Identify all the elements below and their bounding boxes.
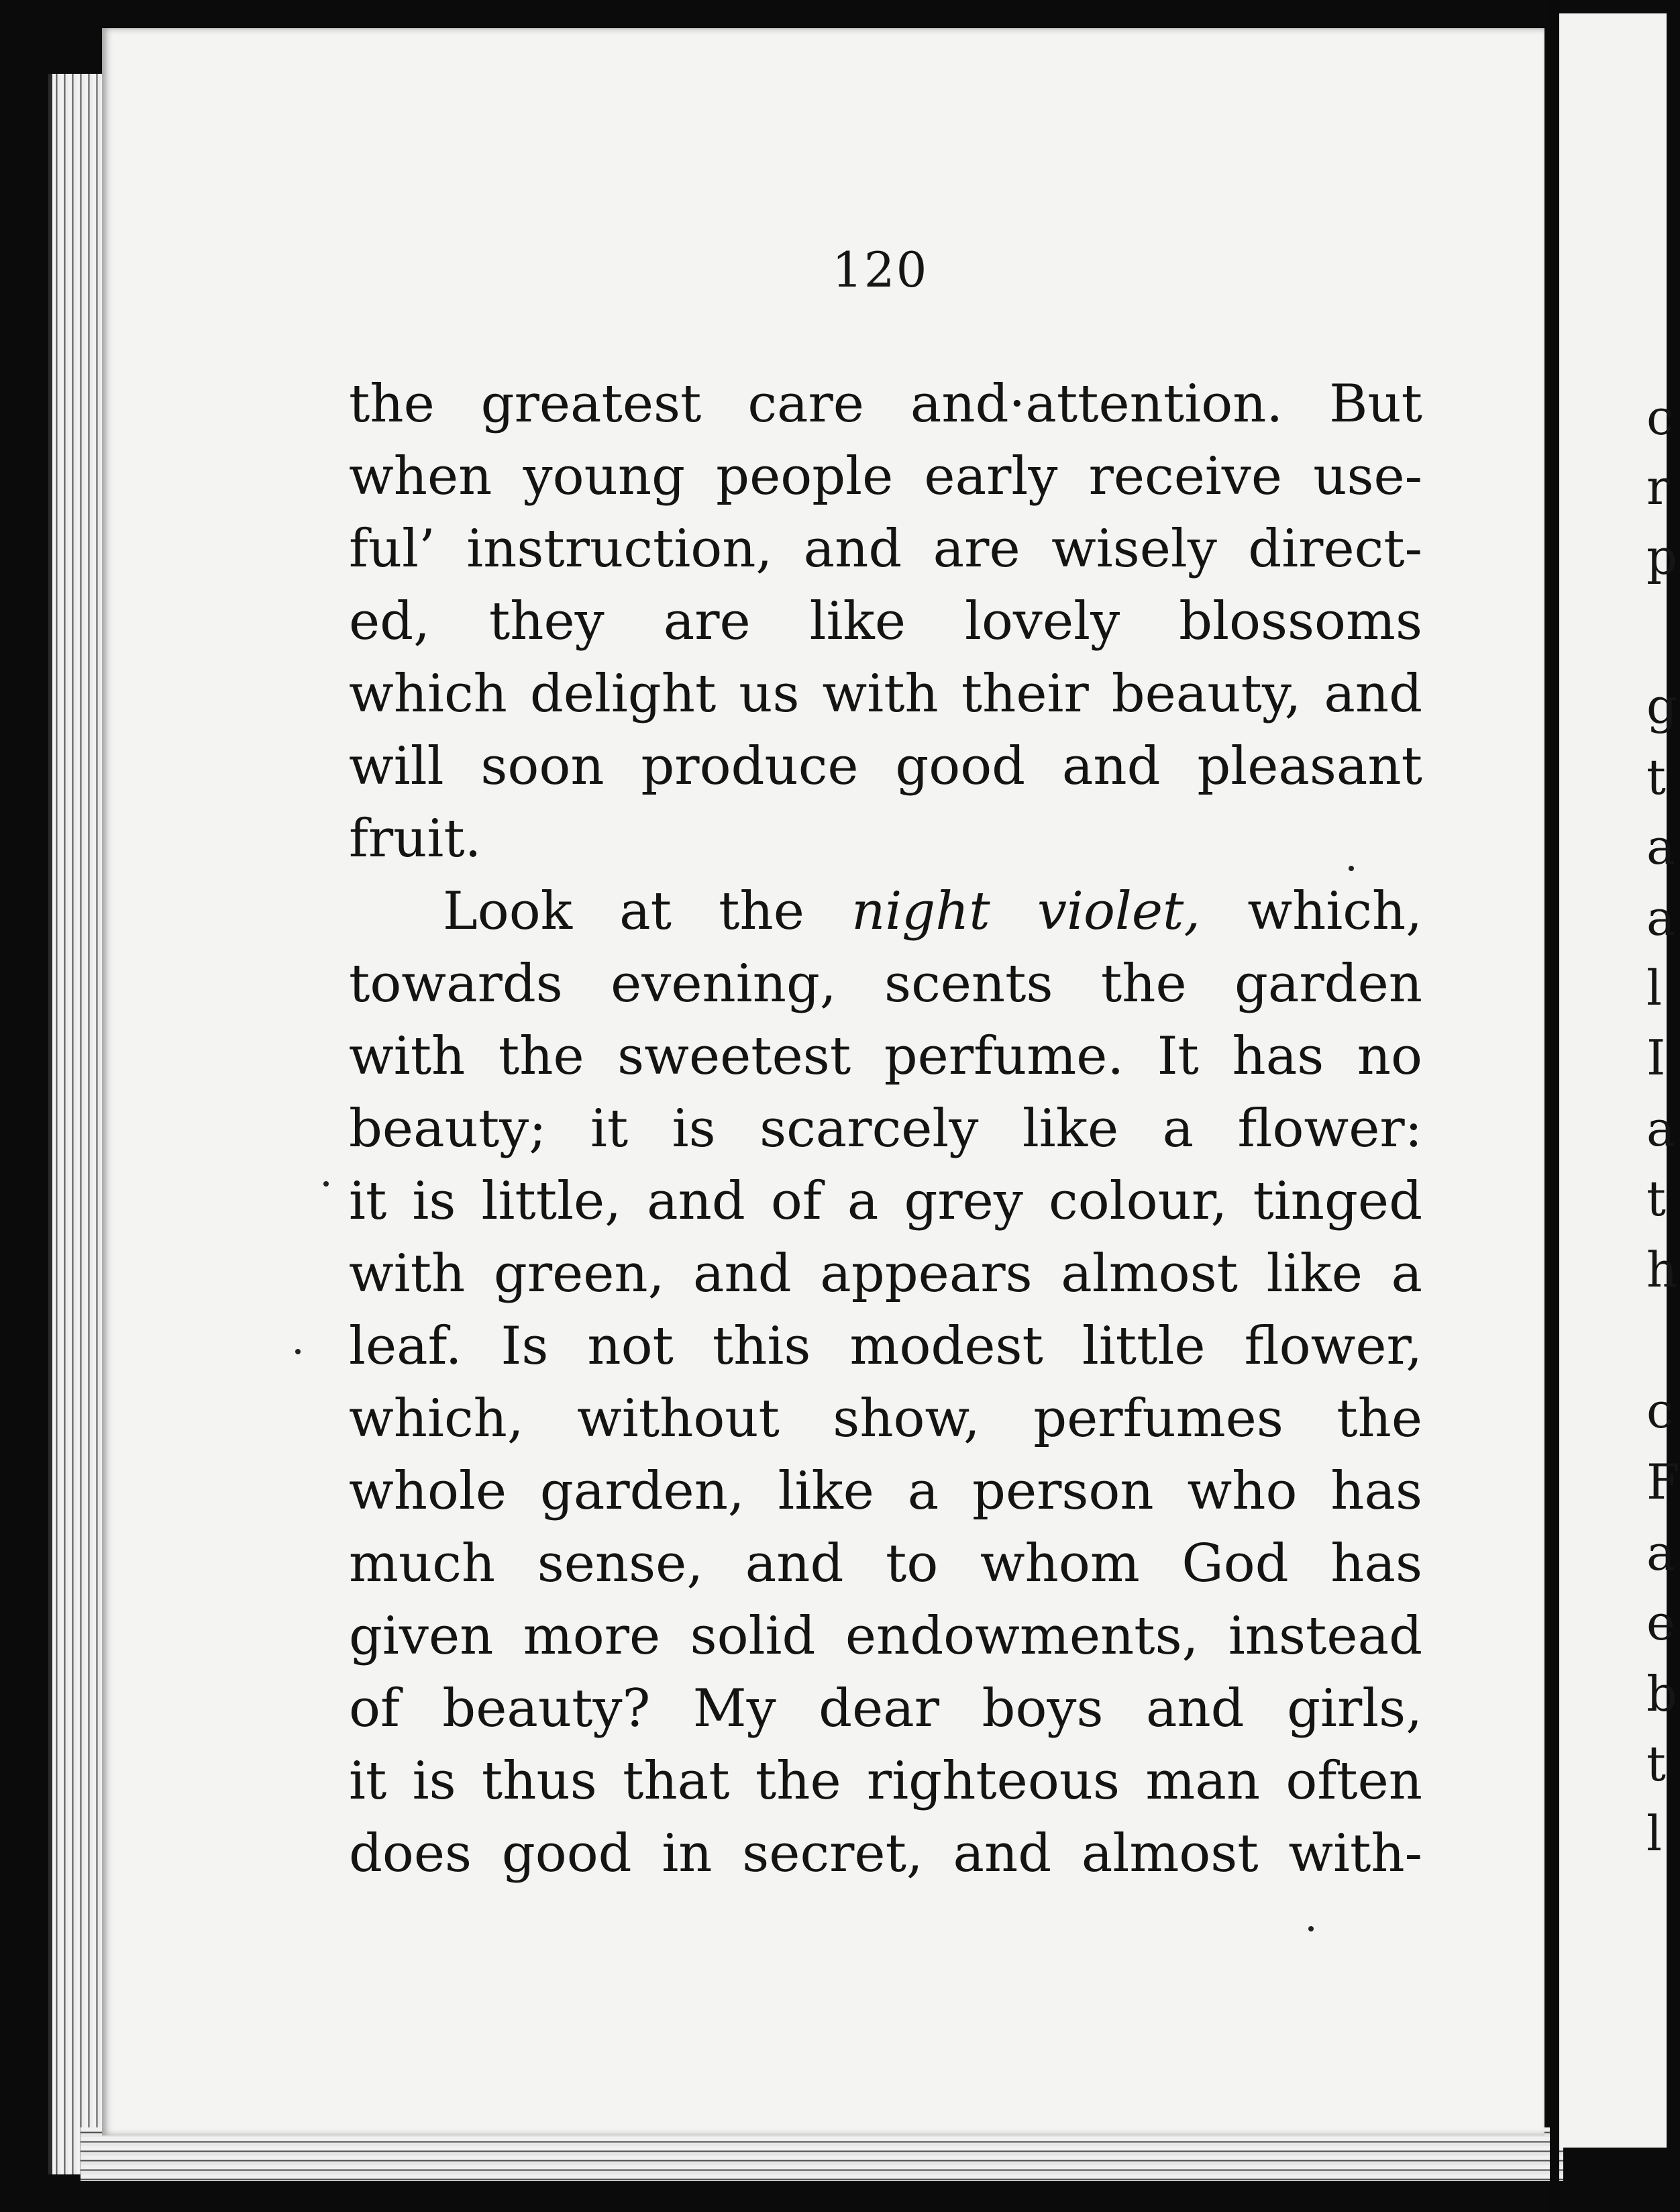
facing-fragment: l <box>1646 1805 1663 1862</box>
facing-fragment: c <box>1646 1382 1674 1439</box>
facing-fragment: e <box>1646 1595 1675 1651</box>
text-line: ed, they are like lovely blossoms <box>349 591 1422 652</box>
facing-fragment: t <box>1646 1736 1666 1792</box>
text-line <box>349 875 1422 948</box>
text-line: which, without show, perfumes the <box>349 1389 1422 1449</box>
text-line: which delight us with their beauty, and <box>349 664 1422 724</box>
text-span: Look at the <box>443 881 852 942</box>
facing-fragment: l <box>1646 960 1663 1016</box>
text-line: of beauty? My dear boys and girls, <box>349 1678 1422 1739</box>
text-line: whole garden, like a person who has <box>349 1461 1422 1521</box>
text-line: will soon produce good and pleasant <box>349 736 1422 797</box>
facing-fragment: r <box>1646 459 1670 515</box>
italic-phrase: night violet, <box>851 881 1201 942</box>
ink-speck <box>295 1349 301 1354</box>
text-line: leaf. Is not this modest little flower, <box>349 1316 1422 1376</box>
ink-speck <box>1349 866 1354 871</box>
facing-fragment: a <box>1646 819 1675 875</box>
text-line: given more solid endowments, instead <box>349 1606 1422 1666</box>
ink-speck <box>323 1181 329 1187</box>
text-line: much sense, and to whom God has <box>349 1534 1422 1594</box>
facing-fragment: a <box>1646 890 1675 946</box>
facing-fragment: I <box>1646 1029 1666 1086</box>
text-line: when young people early receive use- <box>349 446 1422 507</box>
page-number: 120 <box>832 242 929 298</box>
facing-fragment: t <box>1646 749 1666 805</box>
page-stack-bottom <box>81 2127 1563 2181</box>
text-line: it is thus that the righteous man often <box>349 1751 1422 1811</box>
page-text <box>349 368 1422 1890</box>
facing-fragment: c <box>1646 389 1674 446</box>
ink-speck <box>1308 1926 1314 1931</box>
text-line: towards evening, scents the garden <box>349 954 1422 1014</box>
facing-fragment: p <box>1646 529 1678 585</box>
text-line: beauty; it is scarcely like a flower: <box>349 1099 1422 1159</box>
page-gutter <box>1550 0 1559 2212</box>
text-line: it is little, and of a grey colour, tinged <box>349 1171 1422 1231</box>
facing-fragment: t <box>1646 1170 1666 1227</box>
text-line: the greatest care and·attention. But <box>349 374 1422 434</box>
text-line: with green, and appears almost like a <box>349 1244 1422 1304</box>
facing-fragment: b <box>1646 1666 1678 1722</box>
text-line: does good in secret, and almost with- <box>349 1823 1422 1884</box>
facing-fragment: g <box>1646 678 1678 734</box>
text-line: fruit. <box>349 809 482 869</box>
facing-fragment: a <box>1646 1525 1675 1581</box>
facing-fragment: F <box>1646 1454 1680 1510</box>
text-line: ful’ instruction, and are wisely direct- <box>349 519 1422 579</box>
facing-page <box>1559 13 1680 2148</box>
facing-fragment: a <box>1646 1101 1675 1157</box>
text-line: with the sweetest perfume. It has no <box>349 1026 1422 1087</box>
facing-fragment: h <box>1646 1242 1678 1298</box>
text-span: which, <box>1200 881 1422 942</box>
